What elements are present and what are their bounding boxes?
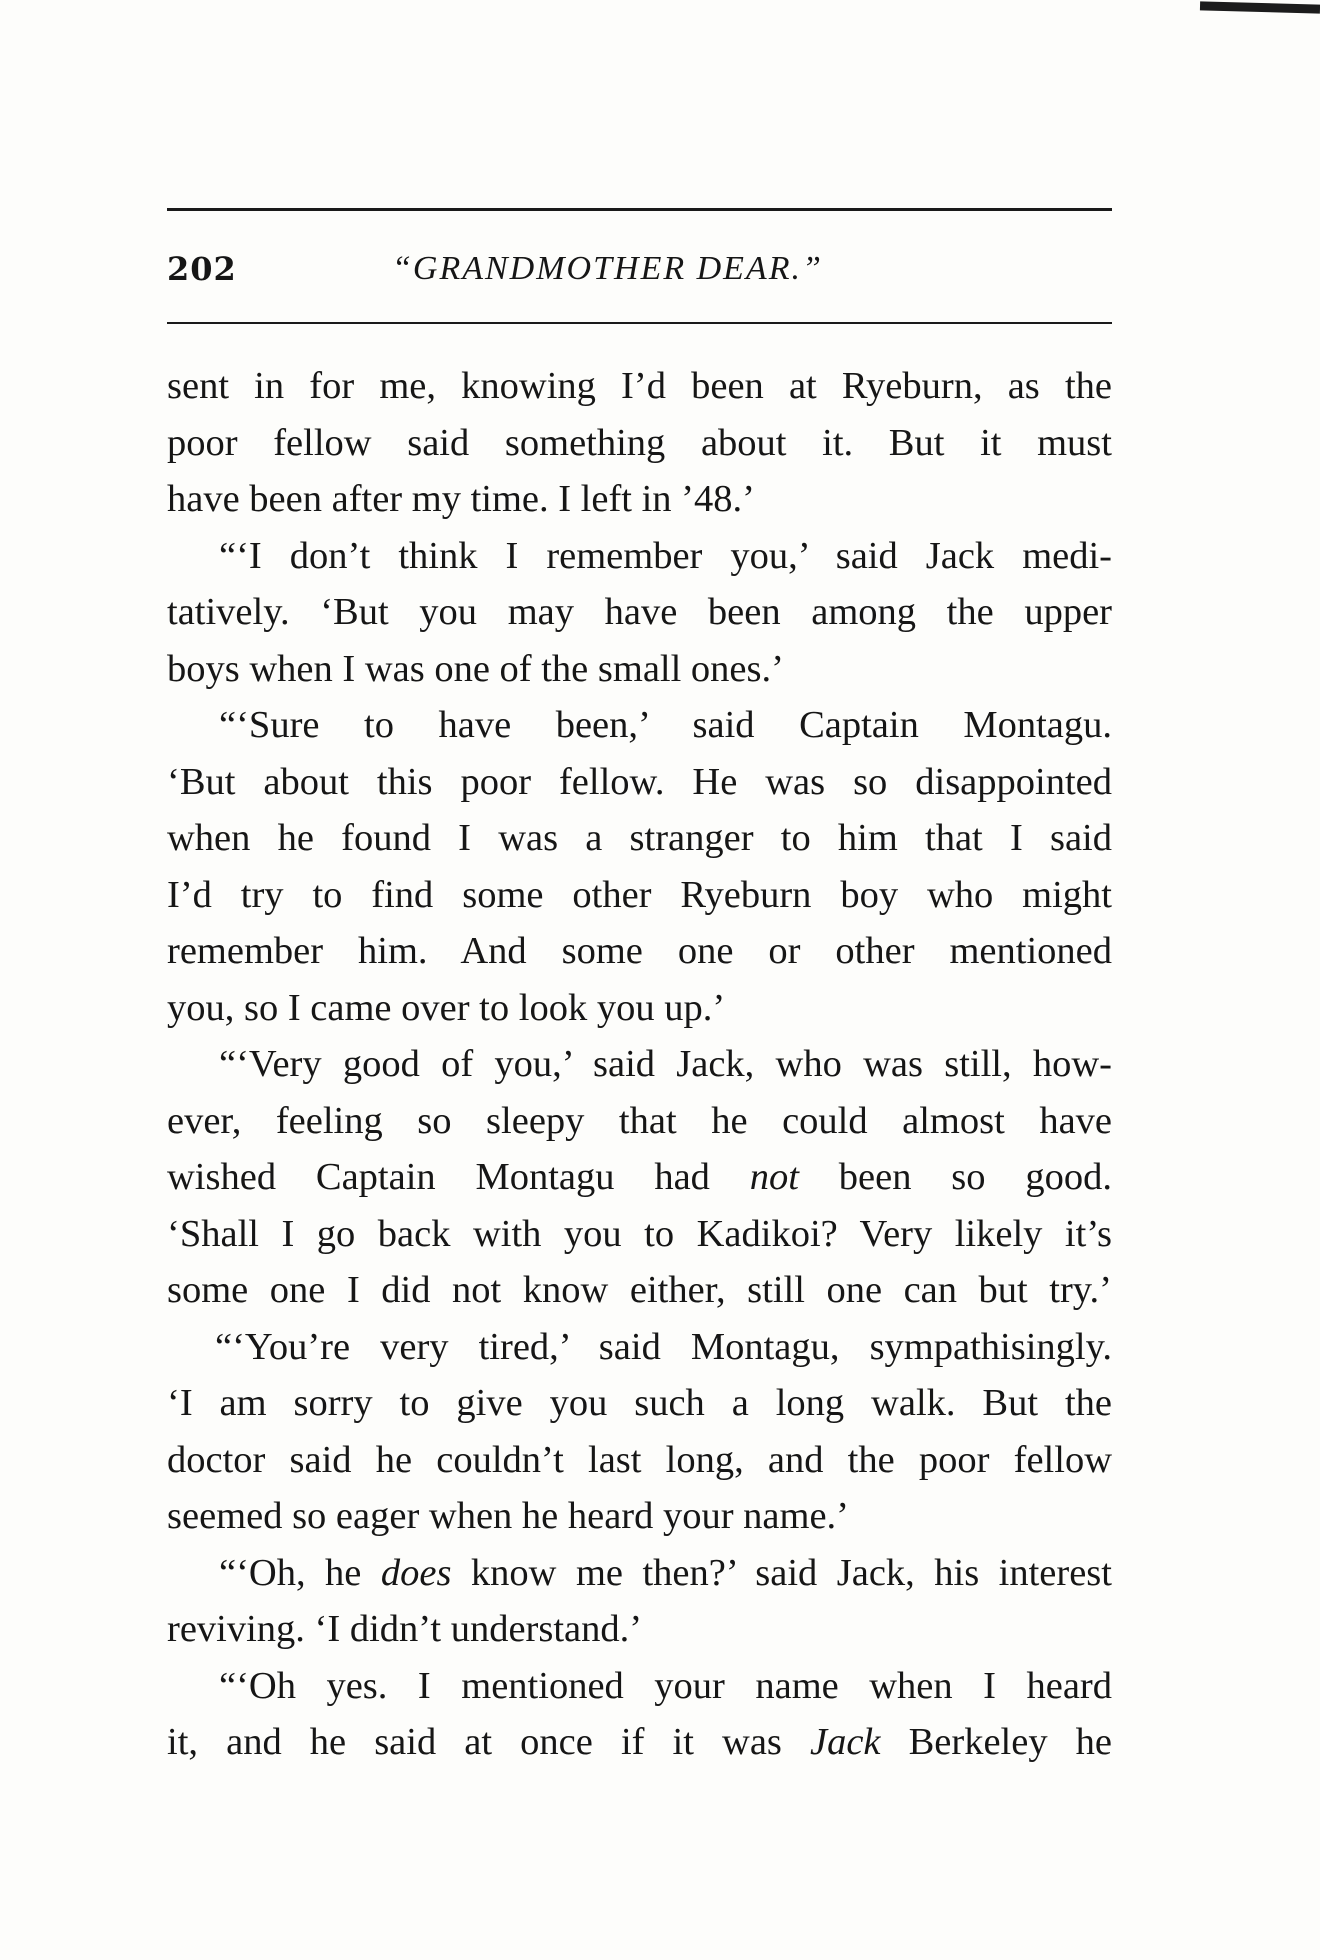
text-line: wished Captain Montagu had not been so good. [167, 1156, 1112, 1198]
text-line: “‘You’re very tired,’ said Montagu, sympathisingly. [215, 1325, 1112, 1368]
text-line: you, so I came over to look you up.’ [167, 986, 726, 1029]
text-line: poor fellow said something about it. But it must [167, 421, 1112, 464]
text-line: “‘Sure to have been,’ said Captain Montagu. [219, 704, 1112, 746]
text-line: reviving. ‘I didn’t understand.’ [167, 1608, 643, 1650]
emphasis: not [749, 1156, 799, 1198]
text-line: seemed so eager when he heard your name.’ [167, 1495, 850, 1537]
text-line: when he found I was a stranger to him that I said [167, 817, 1112, 859]
running-header [167, 240, 1112, 300]
page-edge-mark [1200, 1, 1320, 13]
text-line: tatively. ‘But you may have been among the upper [167, 591, 1112, 633]
text-line: it, and he said at once if it was Jack Berkeley he [167, 1721, 1112, 1763]
emphasis: does [380, 1551, 452, 1594]
text-line: “‘Very good of you,’ said Jack, who was still, how- [219, 1043, 1112, 1085]
text-line: doctor said he couldn’t last long, and the poor fellow [167, 1438, 1112, 1481]
text-line: “‘Oh, he does know me then?’ said Jack, his interest [219, 1551, 1112, 1594]
text-line: sent in for me, knowing I’d been at Ryeburn, as the [167, 365, 1112, 407]
text-line: some one I did not know either, still one can but try.’ [167, 1269, 1112, 1311]
text-line: remember him. And some one or other mentioned [167, 930, 1112, 972]
text-line: have been after my time. I left in ’48.’ [167, 478, 755, 520]
text-line: ever, feeling so sleepy that he could almost have [167, 1099, 1112, 1142]
emphasis: Jack [810, 1721, 881, 1763]
text-line: ‘Shall I go back with you to Kadikoi? Very likely it’s [167, 1212, 1112, 1255]
text-line: ‘But about this poor fellow. He was so disappointed [167, 760, 1112, 803]
text-line: “‘I don’t think I remember you,’ said Jack medi- [219, 534, 1112, 577]
running-title: “GRANDMOTHER DEAR.” [392, 250, 823, 287]
text-line: ‘I am sorry to give you such a long walk. But the [167, 1382, 1112, 1424]
header-bottom-rule [167, 322, 1112, 324]
text-line: I’d try to find some other Ryeburn boy who might [167, 873, 1112, 916]
text-line: boys when I was one of the small ones.’ [167, 647, 784, 690]
body-text [167, 358, 1112, 1771]
page-number: 202 [167, 250, 237, 288]
text-line: “‘Oh yes. I mentioned your name when I heard [219, 1664, 1112, 1707]
header-top-rule [167, 208, 1112, 211]
